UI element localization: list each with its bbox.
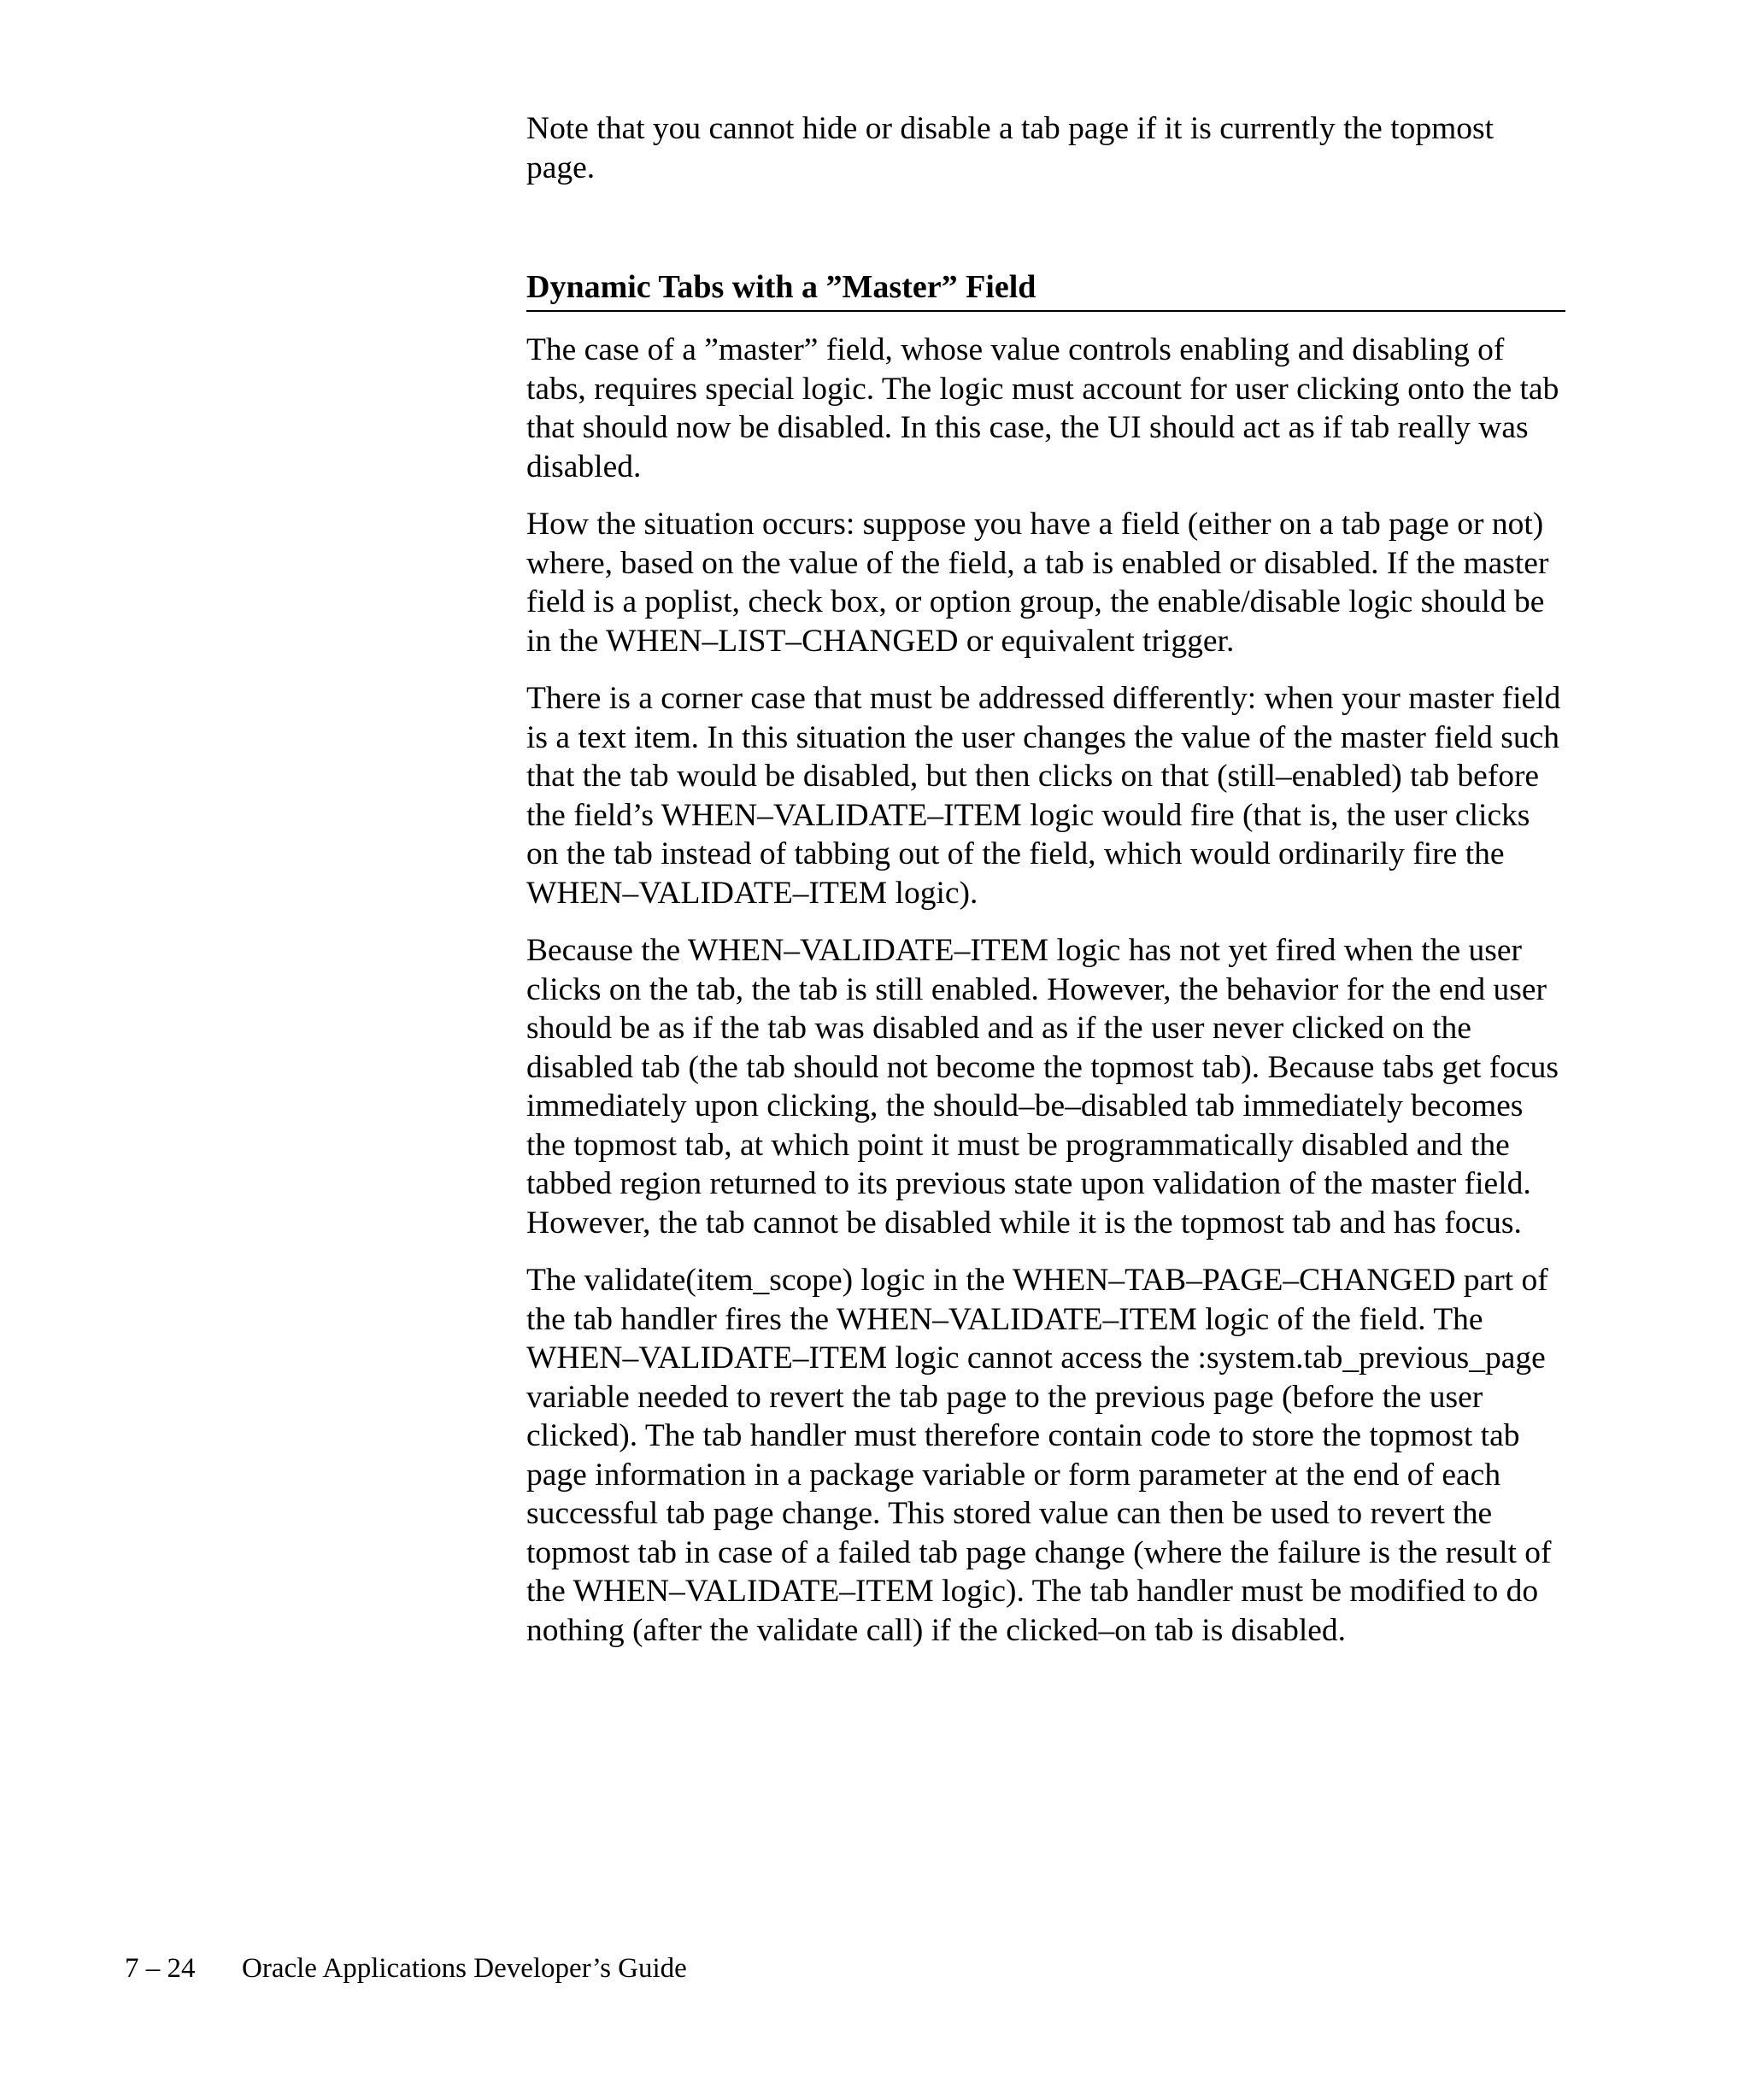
page-footer xyxy=(125,1951,687,1986)
intro-paragraph: Note that you cannot hide or disable a tab page if it is currently the topmost page. xyxy=(526,111,1494,185)
book-title: Oracle Applications Developer’s Guide xyxy=(242,1953,687,1984)
body-paragraph-2: How the situation occurs: suppose you have a field (either on a tab page or not) where, based on the value of the field, a tab is enabled or disabled. If the master field is a poplist, check box, or option group, the enable/disable logic should be in the WHEN–LIST–CHANGED or equivalent trigger. xyxy=(526,507,1549,659)
body-paragraph-3: There is a corner case that must be addressed differently: when your master field is a text item. In this situation the user changes the value of the master field such that the tab would be disabled, but then clicks on that (still–enabled) tab before the field’s WHEN–VALIDATE–ITEM logic would fire (that is, the user clicks on the tab instead of tabbing out of the field, which would ordinarily fire the WHEN–VALIDATE–ITEM logic). xyxy=(526,681,1561,911)
body-paragraph-5: The validate(item_scope) logic in the WHEN–TAB–PAGE–CHANGED part of the tab handler fires the WHEN–VALIDATE–ITEM logic of the field. The WHEN–VALIDATE–ITEM logic cannot access the :system.tab_previous_page variable needed to revert the tab page to the previous page (before the user clicked). The tab handler must therefore contain code to store the topmost tab page information in a package variable or form parameter at the end of each successful tab page change. This stored value can then be used to revert the topmost tab in case of a failed tab page change (where the failure is the result of the WHEN–VALIDATE–ITEM logic). The tab handler must be modified to do nothing (after the validate call) if the clicked–on tab is disabled. xyxy=(526,1263,1552,1648)
section-heading: Dynamic Tabs with a ”Master” Field xyxy=(526,266,1565,312)
body-paragraph-4: Because the WHEN–VALIDATE–ITEM logic has not yet fired when the user clicks on the tab, the tab is still enabled. However, the behavior for the end user should be as if the tab was disabled and as if the user never clicked on the disabled tab (the tab should not become the topmost tab). Because tabs get focus immediately upon clicking, the should–be–disabled tab immediately becomes the topmost tab, at which point it must be programmatically disabled and the tabbed region returned to its previous state upon validation of the master field. However, the tab cannot be disabled while it is the topmost tab and has focus. xyxy=(526,933,1559,1241)
page-content xyxy=(526,109,1565,1669)
body-paragraph-1: The case of a ”master” field, whose value controls enabling and disabling of tabs, requires special logic. The logic must account for user clicking onto the tab that should now be disabled. In this case, the UI should act as if tab really was disabled. xyxy=(526,332,1559,484)
page-number: 7 – 24 xyxy=(125,1953,196,1984)
